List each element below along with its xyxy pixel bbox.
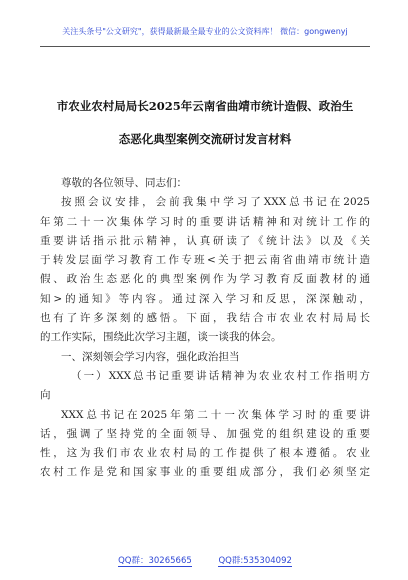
body-line: 话，强调了坚持党的全面领导、加强党的组织建设的重要 [40,427,370,440]
body-line: 知>的通知》等内容。通过深入学习和反思，深深触动， [40,292,370,305]
header-banner: 关注头条号"公文研究"，获得最新最全最专业的公文资料库！ 微信：gongwenyj [62,27,348,36]
subsection-heading: （一）XXX总书记重要讲话精神为农业农村工作指明方 [71,369,370,382]
document-body [40,174,370,483]
body-line: 于转发层面学习教育工作专班<关于把云南省曲靖市统计造 [40,254,370,267]
document-title-line-1: 市农业农村局局长2025年云南省曲靖市统计造假、政治生 [56,99,354,113]
subsection-heading-continued: 向 [40,389,51,402]
body-line: 按照会议安排，会前我集中学习了XXX总书记在2025 [61,196,370,209]
body-line: 也有了许多深刻的感悟。下面，我结合市农业农村局局长 [40,312,370,325]
footer-qq-group-1: QQ群：30265665 [118,556,192,566]
document-title-line-2: 态恶化典型案例交流研讨发言材料 [118,132,292,146]
body-line: 农村工作是党和国家事业的重要组成部分，我们必须坚定 [40,466,370,479]
salutation: 尊敬的各位领导、同志们： [61,177,187,189]
footer-qq-group-2: QQ群:535304092 [218,556,292,566]
body-line: XXX总书记在2025年第二十一次集体学习时的重要讲 [61,408,370,421]
body-line: 的工作实际，围绕此次学习主题，谈一谈我的体会。 [40,331,282,344]
footer-contact [40,554,370,566]
body-line: 假、政治生态恶化的典型案例作为学习教育反面教材的通 [40,273,370,286]
header-divider [40,46,370,47]
body-line: 重要讲话指示批示精神，认真研读了《统计法》以及《关 [40,234,370,247]
body-line: 性，这为我们市农业农村局的工作提供了根本遵循。农业 [40,447,370,460]
body-line: 年第二十一次集体学习时的重要讲话精神和对统计工作的 [40,215,370,228]
section-heading: 一、深刻领会学习内容，强化政治担当 [61,350,240,363]
